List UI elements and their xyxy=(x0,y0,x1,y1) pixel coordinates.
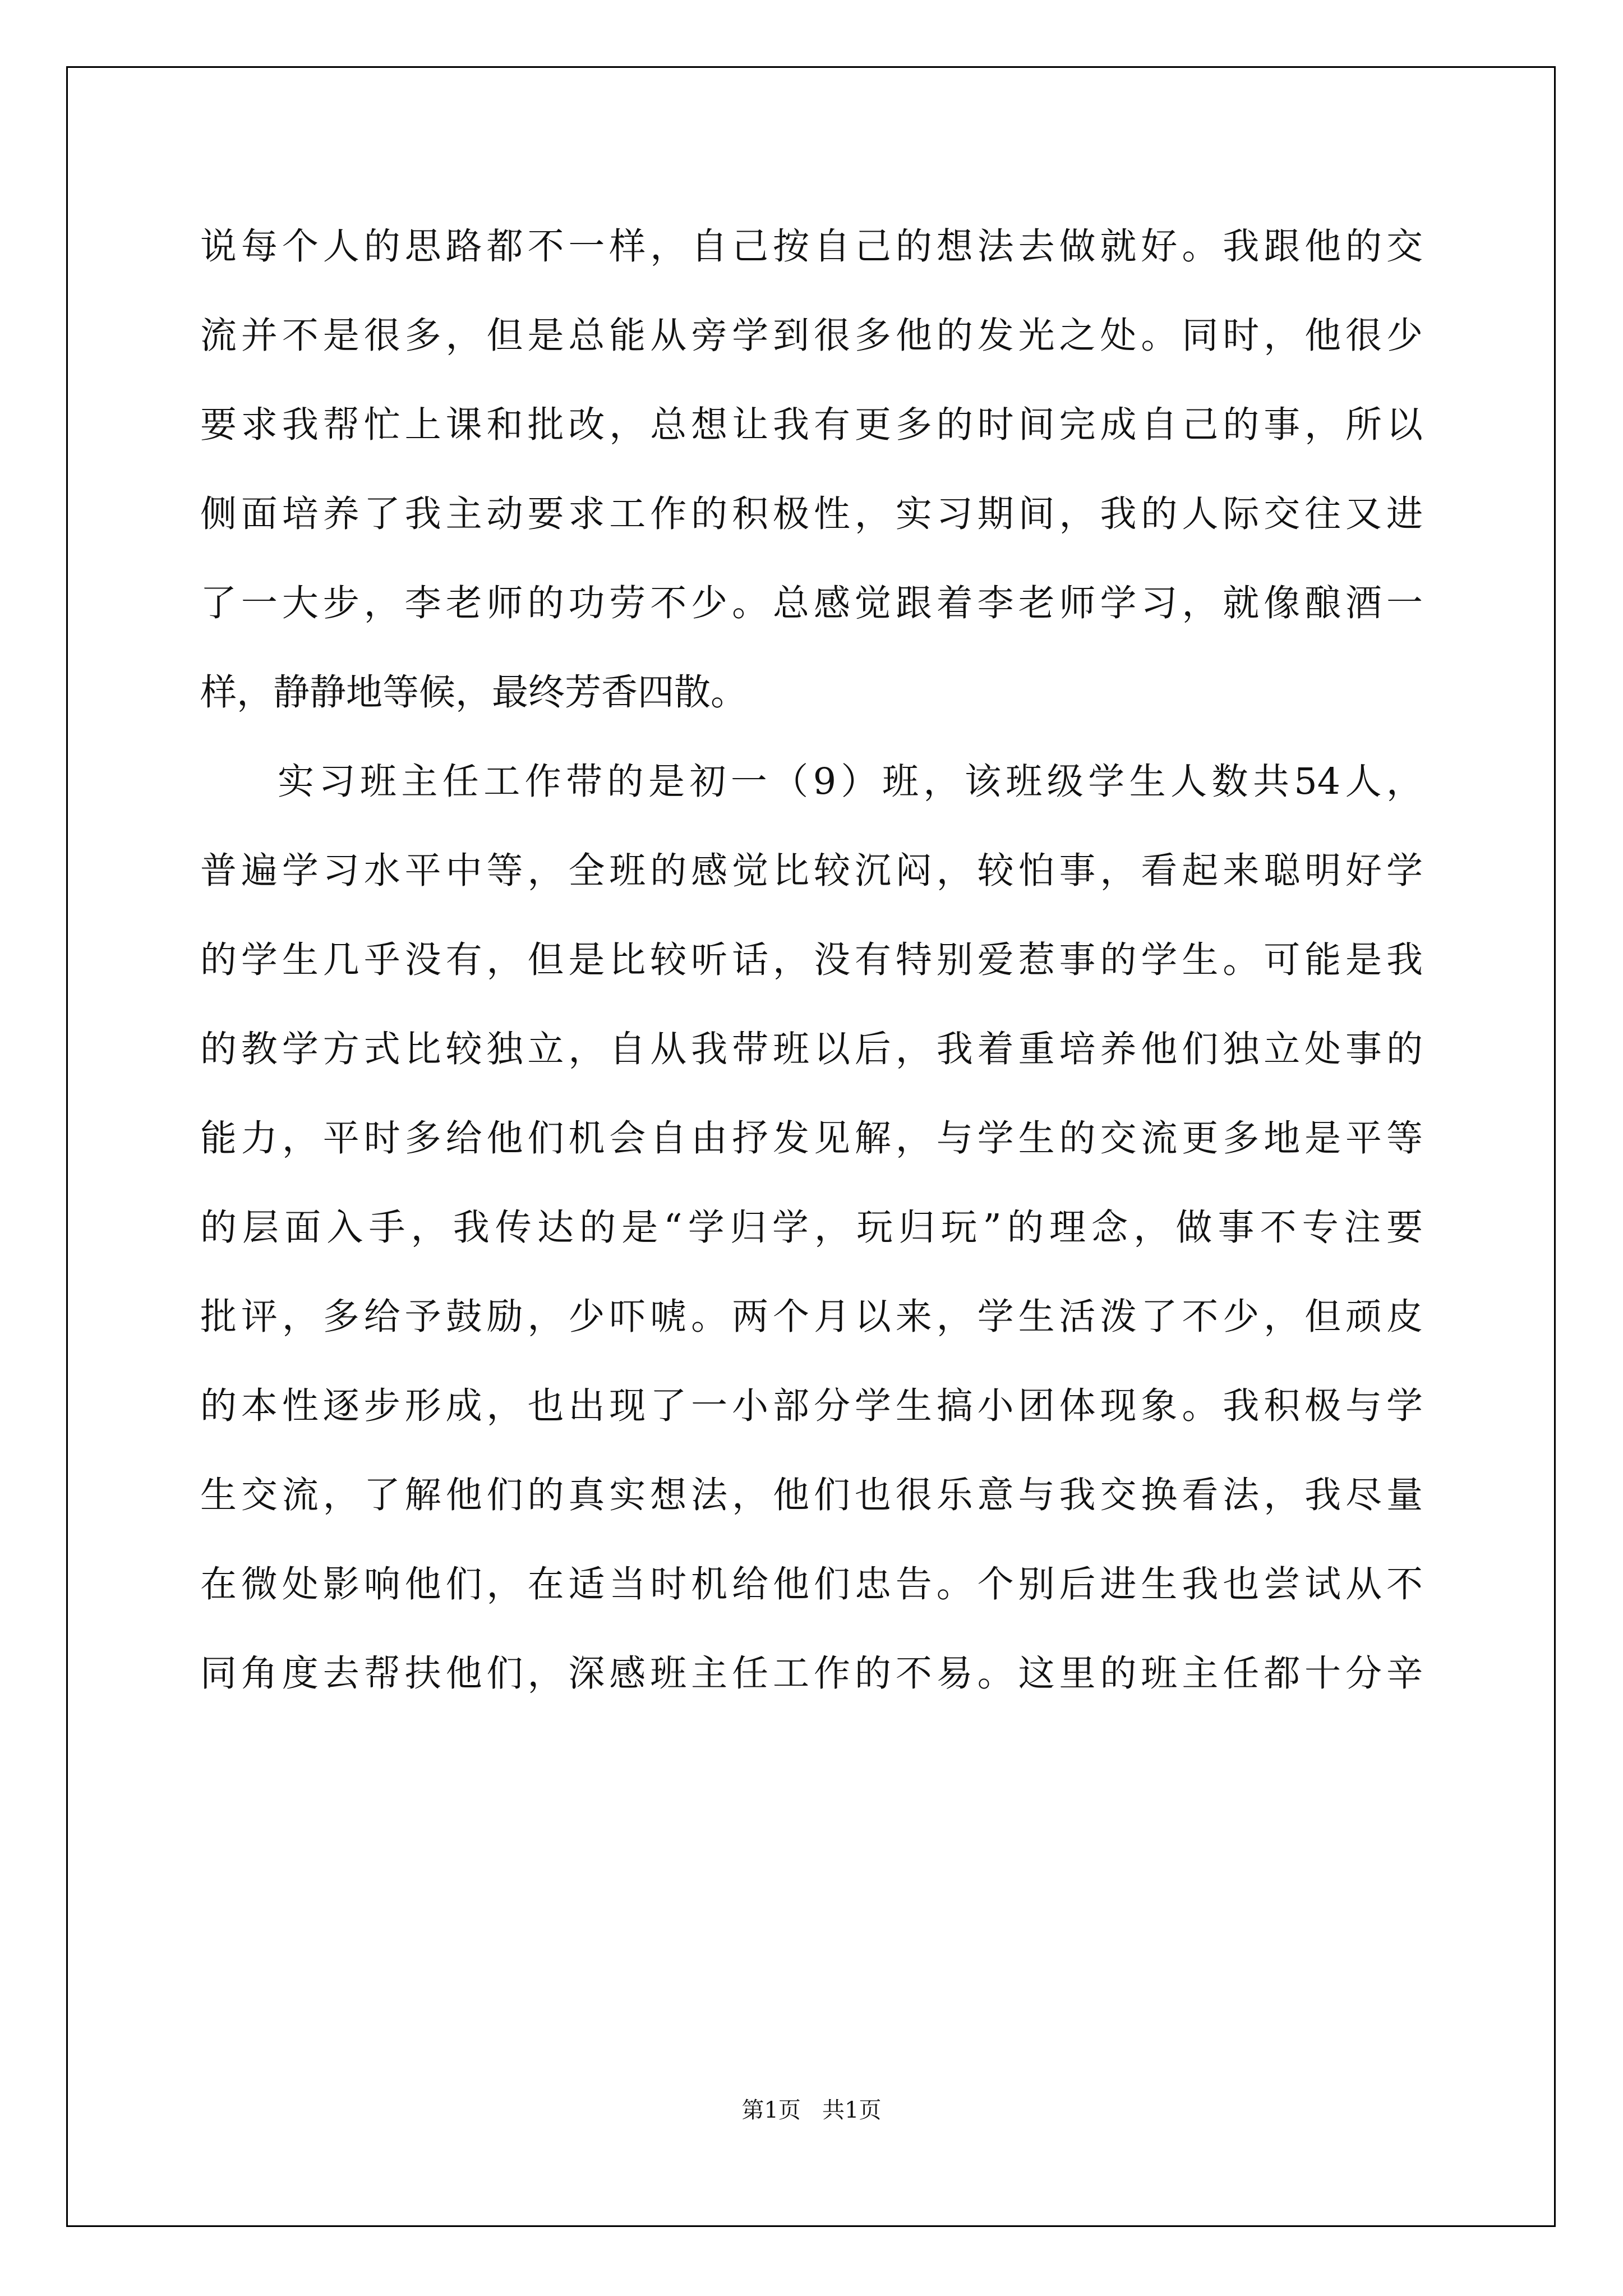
text-line: 生交流，了解他们的真实想法，他们也很乐意与我交换看法，我尽量 xyxy=(200,1474,1423,1516)
text-line: 在微处影响他们，在适当时机给他们忠告。个别后进生我也尝试从不 xyxy=(200,1563,1423,1605)
text-line: 普遍学习水平中等，全班的感觉比较沉闷，较怕事，看起来聪明好学 xyxy=(200,850,1423,892)
text-line: 要求我帮忙上课和批改，总想让我有更多的时间完成自己的事，所以 xyxy=(200,404,1423,446)
text-line: 了一大步，李老师的功劳不少。总感觉跟着李老师学习，就像酿酒一 xyxy=(200,582,1423,624)
page-number-footer: 第1页 共1页 xyxy=(741,2097,882,2123)
text-line: 批评，多给予鼓励，少吓唬。两个月以来，学生活泼了不少，但顽皮 xyxy=(200,1296,1423,1338)
text-line: 侧面培养了我主动要求工作的积极性，实习期间，我的人际交往又进 xyxy=(200,493,1423,535)
text-line: 同角度去帮扶他们，深感班主任工作的不易。这里的班主任都十分辛 xyxy=(200,1653,1423,1695)
text-line: 说每个人的思路都不一样，自己按自己的想法去做就好。我跟他的交 xyxy=(200,226,1423,268)
text-line: 的教学方式比较独立，自从我带班以后，我着重培养他们独立处事的 xyxy=(200,1028,1423,1070)
text-line: 的层面入手，我传达的是“学归学，玩归玩”的理念，做事不专注要 xyxy=(200,1207,1423,1249)
text-line: 样，静静地等候，最终芳香四散。 xyxy=(200,671,748,714)
text-line: 的学生几乎没有，但是比较听话，没有特别爱惹事的学生。可能是我 xyxy=(200,939,1423,981)
text-line: 实习班主任工作带的是初一（9）班，该班级学生人数共54人， xyxy=(278,761,1423,803)
text-line: 流并不是很多，但是总能从旁学到很多他的发光之处。同时，他很少 xyxy=(200,315,1423,357)
text-line: 能力，平时多给他们机会自由抒发见解，与学生的交流更多地是平等 xyxy=(200,1117,1423,1159)
text-line: 的本性逐步形成，也出现了一小部分学生搞小团体现象。我积极与学 xyxy=(200,1385,1423,1427)
